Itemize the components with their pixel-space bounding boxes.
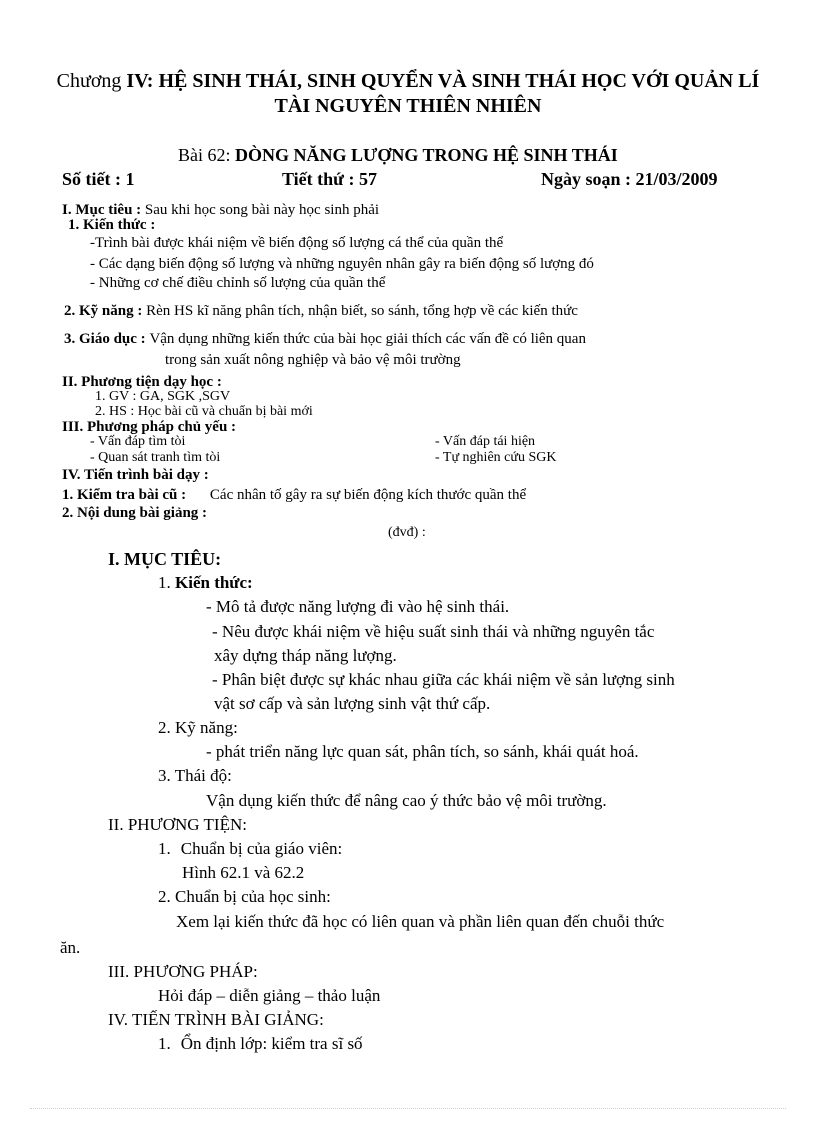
- chapter-title-line2: TÀI NGUYÊN THIÊN NHIÊN: [274, 95, 542, 117]
- kien-thuc-item-3: - Những cơ chế điều chỉnh số lượng của quần thể: [90, 275, 386, 291]
- dvd-note: (đvđ) :: [388, 525, 426, 540]
- giao-duc-line: [64, 331, 586, 348]
- lesson-prefix: Bài 62:: [178, 145, 235, 165]
- lesson-title-bold: DÒNG NĂNG LƯỢNG TRONG HỆ SINH THÁI: [235, 145, 618, 165]
- muc-tieu-text: Sau khi học song bài này học sinh phải: [144, 202, 380, 218]
- phuong-tien-heading: II. PHƯƠNG TIỆN:: [108, 815, 247, 834]
- pt-item-2-line-1: Xem lại kiến thức đã học có liên quan và phần liên quan đến chuỗi thức: [176, 912, 665, 931]
- kt-item-3-line-2: vật sơ cấp và sản lượng sinh vật thứ cấp.: [214, 694, 491, 713]
- muc-tieu-label: I. Mục tiêu :: [62, 202, 145, 218]
- chapter-title-bold: IV: HỆ SINH THÁI, SINH QUYỂN VÀ SINH THÁI HỌC VỚI QUẢN LÍ: [126, 70, 760, 92]
- noi-dung-label: 2. Nội dung bài giảng :: [62, 505, 208, 521]
- so-tiet: Số tiết : 1: [62, 169, 135, 189]
- kt-item-3-line-1: - Phân biệt được sự khác nhau giữa các khái niệm về sản lượng sinh: [212, 670, 675, 689]
- kien-thuc-heading: [158, 573, 253, 593]
- phuong-phap-right-1: - Vấn đáp tái hiện: [435, 434, 536, 449]
- phuong-phap-heading: III. PHƯƠNG PHÁP:: [108, 962, 258, 981]
- kn-item: - phát triển năng lực quan sát, phân tích, so sánh, khái quát hoá.: [206, 742, 639, 761]
- kiem-tra-text: Các nhân tố gây ra sự biến động kích thước quần thể: [209, 487, 527, 503]
- ngay-soan: Ngày soạn : 21/03/2009: [541, 169, 718, 189]
- td-item: Vận dụng kiến thức để nâng cao ý thức bảo vệ môi trường.: [206, 791, 607, 810]
- kt-item-2-line-2: xây dựng tháp năng lượng.: [214, 646, 397, 665]
- pt-item-2: 2. Chuẩn bị của học sinh:: [158, 887, 331, 906]
- kien-thuc-heading-num: 1.: [158, 573, 175, 592]
- ky-nang-heading: 2. Kỹ năng:: [158, 718, 238, 737]
- phuong-phap-left-1: - Vấn đáp tìm tòi: [90, 434, 186, 449]
- chapter-prefix: Chương: [56, 70, 127, 92]
- kien-thuc-item-2: - Các dạng biến động số lượng và những nguyên nhân gây ra biến động số lượng đó: [90, 256, 594, 272]
- phuong-tien-gv: 1. GV : GA, SGK ,SGV: [95, 389, 231, 404]
- phuong-tien-label: II. Phương tiện dạy học :: [62, 374, 222, 390]
- kien-thuc-heading-text: Kiến thức:: [175, 573, 253, 592]
- ky-nang-line: [64, 303, 578, 320]
- pt-item-1-text: Chuẩn bị của giáo viên:: [180, 839, 343, 858]
- phuong-phap-left-2: - Quan sát tranh tìm tòi: [90, 450, 221, 465]
- page-bottom-divider: [30, 1108, 786, 1109]
- kt-item-1: - Mô tả được năng lượng đi vào hệ sinh thái.: [206, 597, 510, 616]
- phuong-tien-hs: 2. HS : Học bài cũ và chuẩn bị bài mới: [95, 404, 313, 419]
- lesson-title: [178, 145, 618, 166]
- kien-thuc-item-1: -Trình bài được khái niệm về biến động số lượng cá thể của quần thể: [90, 235, 504, 251]
- giao-duc-label: 3. Giáo dục :: [64, 331, 150, 347]
- pt-item-2-line-2: ăn.: [60, 938, 81, 957]
- thai-do-heading: 3. Thái độ:: [158, 766, 232, 785]
- muc-tieu-heading: I. MỤC TIÊU:: [108, 549, 222, 569]
- kiem-tra-line: [62, 487, 526, 504]
- chapter-title-line1: [0, 70, 816, 93]
- pt-item-1: [158, 839, 342, 859]
- ky-nang-text: Rèn HS kĩ năng phân tích, nhận biết, so sánh, tổng hợp về các kiến thức: [146, 303, 578, 319]
- giao-duc-text-2: trong sản xuất nông nghiệp và bảo vệ môi trường: [165, 352, 461, 368]
- tien-trinh-heading: IV. TIẾN TRÌNH BÀI GIẢNG:: [108, 1010, 324, 1029]
- giao-duc-text-1: Vận dụng những kiến thức của bài học giải thích các vấn đề có liên quan: [149, 331, 586, 347]
- kiem-tra-label: 1. Kiểm tra bài cũ :: [62, 487, 190, 503]
- pp-text: Hỏi đáp – diễn giảng – thảo luận: [158, 986, 381, 1005]
- pt-item-1-detail: Hình 62.1 và 62.2: [182, 863, 305, 882]
- kt-item-2-line-1: - Nêu được khái niệm về hiệu suất sinh thái và những nguyên tắc: [212, 622, 655, 641]
- kien-thuc-label: 1. Kiến thức :: [68, 217, 156, 233]
- tien-trinh-label: IV. Tiến trình bài dạy :: [62, 467, 209, 483]
- tiet-thu: Tiết thứ : 57: [282, 169, 377, 189]
- tt-item-1-num: 1.: [158, 1034, 171, 1053]
- pt-item-1-num: 1.: [158, 839, 171, 858]
- tt-item-1-text: Ổn định lớp: kiểm tra sĩ số: [180, 1034, 363, 1053]
- phuong-phap-right-2: - Tự nghiên cứu SGK: [435, 450, 557, 465]
- phuong-phap-label: III. Phương pháp chủ yếu :: [62, 419, 237, 435]
- ky-nang-label: 2. Kỹ năng :: [64, 303, 147, 319]
- tt-item-1: [158, 1034, 363, 1054]
